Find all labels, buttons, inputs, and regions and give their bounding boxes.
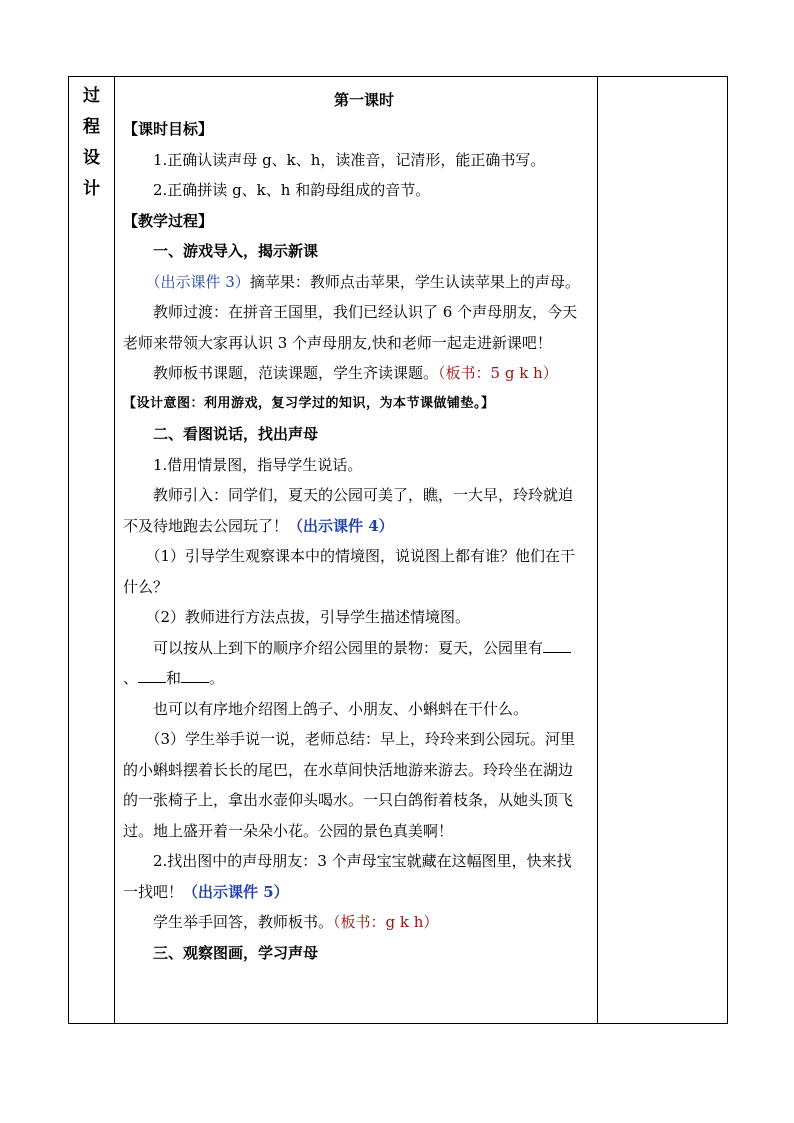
notes-cell xyxy=(598,77,728,1024)
fill-blank xyxy=(138,668,166,683)
paragraph-text: 教师板书课题，范读课题，学生齐读课题。 xyxy=(153,364,439,382)
paragraph-text: 可以按从上到下的顺序介绍公园里的景物：夏天，公园里有 xyxy=(153,638,544,657)
design-intent: 【设计意图：利用游戏，复习学过的知识，为本节课做铺垫。】 xyxy=(123,395,495,411)
side-label xyxy=(69,77,114,205)
board-note: （板书：g k h） xyxy=(333,913,439,931)
lesson-title: 第一课时 xyxy=(333,91,394,109)
courseware-tag: （出示课件 5） xyxy=(183,882,289,901)
section-2-paragraph-9 xyxy=(123,907,585,938)
courseware-tag: （出示课件 3） xyxy=(145,272,250,291)
paragraph-text: 、 xyxy=(123,669,139,687)
section-1-paragraph-2: 教师过渡：在拼音王国里，我们已经认识了 6 个声母朋友，今天老师来带领大家再认识 3 个声母朋友,快和老师一起走进新课吧！ xyxy=(123,303,578,352)
side-label-char: 计 xyxy=(83,179,100,199)
section-2-paragraph-3: （1）引导学生观察课本中的情境图，说说图上都有谁？他们在干什么？ xyxy=(123,547,576,596)
process-heading: 【教学过程】 xyxy=(123,211,214,230)
paragraph-text: 2.找出图中的声母朋友：3 个声母宝宝就藏在这幅图里，快来找一找吧！ xyxy=(123,852,572,901)
section-1-paragraph-1 xyxy=(123,267,585,298)
section-2-paragraph-6: 也可以有序地介绍图上鸽子、小朋友、小蝌蚪在干什么。 xyxy=(153,699,529,718)
section-2-heading: 二、看图说话，找出声母 xyxy=(153,425,319,443)
paragraph-text: 摘苹果：教师点击苹果，学生认读苹果上的声母。 xyxy=(249,272,580,291)
section-2-paragraph-7: （3）学生举手说一说，老师总结：早上，玲玲来到公园玩。河里的小蝌蚪摆着长长的尾巴，在水草间快活地游来游去。玲玲坐在湖边的一张椅子上，拿出水壶仰头喝水。一只白鸽衔着枝条，从她头顶飞过。地上盛开着一朵朵小花。公园的景色真美啊！ xyxy=(123,730,576,840)
section-2-paragraph-8 xyxy=(123,846,585,907)
section-1-paragraph-3 xyxy=(123,358,585,389)
side-label-char: 过 xyxy=(83,86,100,106)
section-2-paragraph-5 xyxy=(123,633,585,694)
content-cell xyxy=(115,77,598,1024)
section-2-paragraph-1: 1.借用情景图，指导学生说话。 xyxy=(153,455,363,474)
courseware-tag: （出示课件 4） xyxy=(288,516,394,535)
paragraph-text: 。 xyxy=(209,669,225,687)
section-1-heading: 一、游戏导入，揭示新课 xyxy=(153,242,319,260)
fill-blank xyxy=(543,638,571,653)
goal-2: 2.正确拼读 g、k、h 和韵母组成的音节。 xyxy=(153,181,431,199)
side-label-char: 设 xyxy=(83,148,100,168)
goals-heading: 【课时目标】 xyxy=(123,120,214,138)
fill-blank xyxy=(181,668,209,683)
lesson-content xyxy=(115,77,597,968)
board-note: （板书：5 g k h） xyxy=(438,364,558,382)
paragraph-text: 学生举手回答，教师板书。 xyxy=(153,913,334,931)
goal-1: 1.正确认读声母 g、k、h，读准音，记清形，能正确书写。 xyxy=(153,150,546,169)
lesson-plan-table xyxy=(68,76,728,1024)
section-2-paragraph-2 xyxy=(123,480,585,541)
side-label-char: 程 xyxy=(83,117,100,137)
section-3-heading: 三、观察图画，学习声母 xyxy=(153,943,319,962)
section-2-paragraph-4: （2）教师进行方法点拔，引导学生描述情境图。 xyxy=(145,608,471,626)
paragraph-text: 教师引入：同学们，夏天的公园可美了，瞧，一大早，玲玲就迫不及待地跑去公园玩了！ xyxy=(123,486,574,535)
paragraph-text: 和 xyxy=(166,669,182,687)
side-label-cell xyxy=(69,77,115,1024)
